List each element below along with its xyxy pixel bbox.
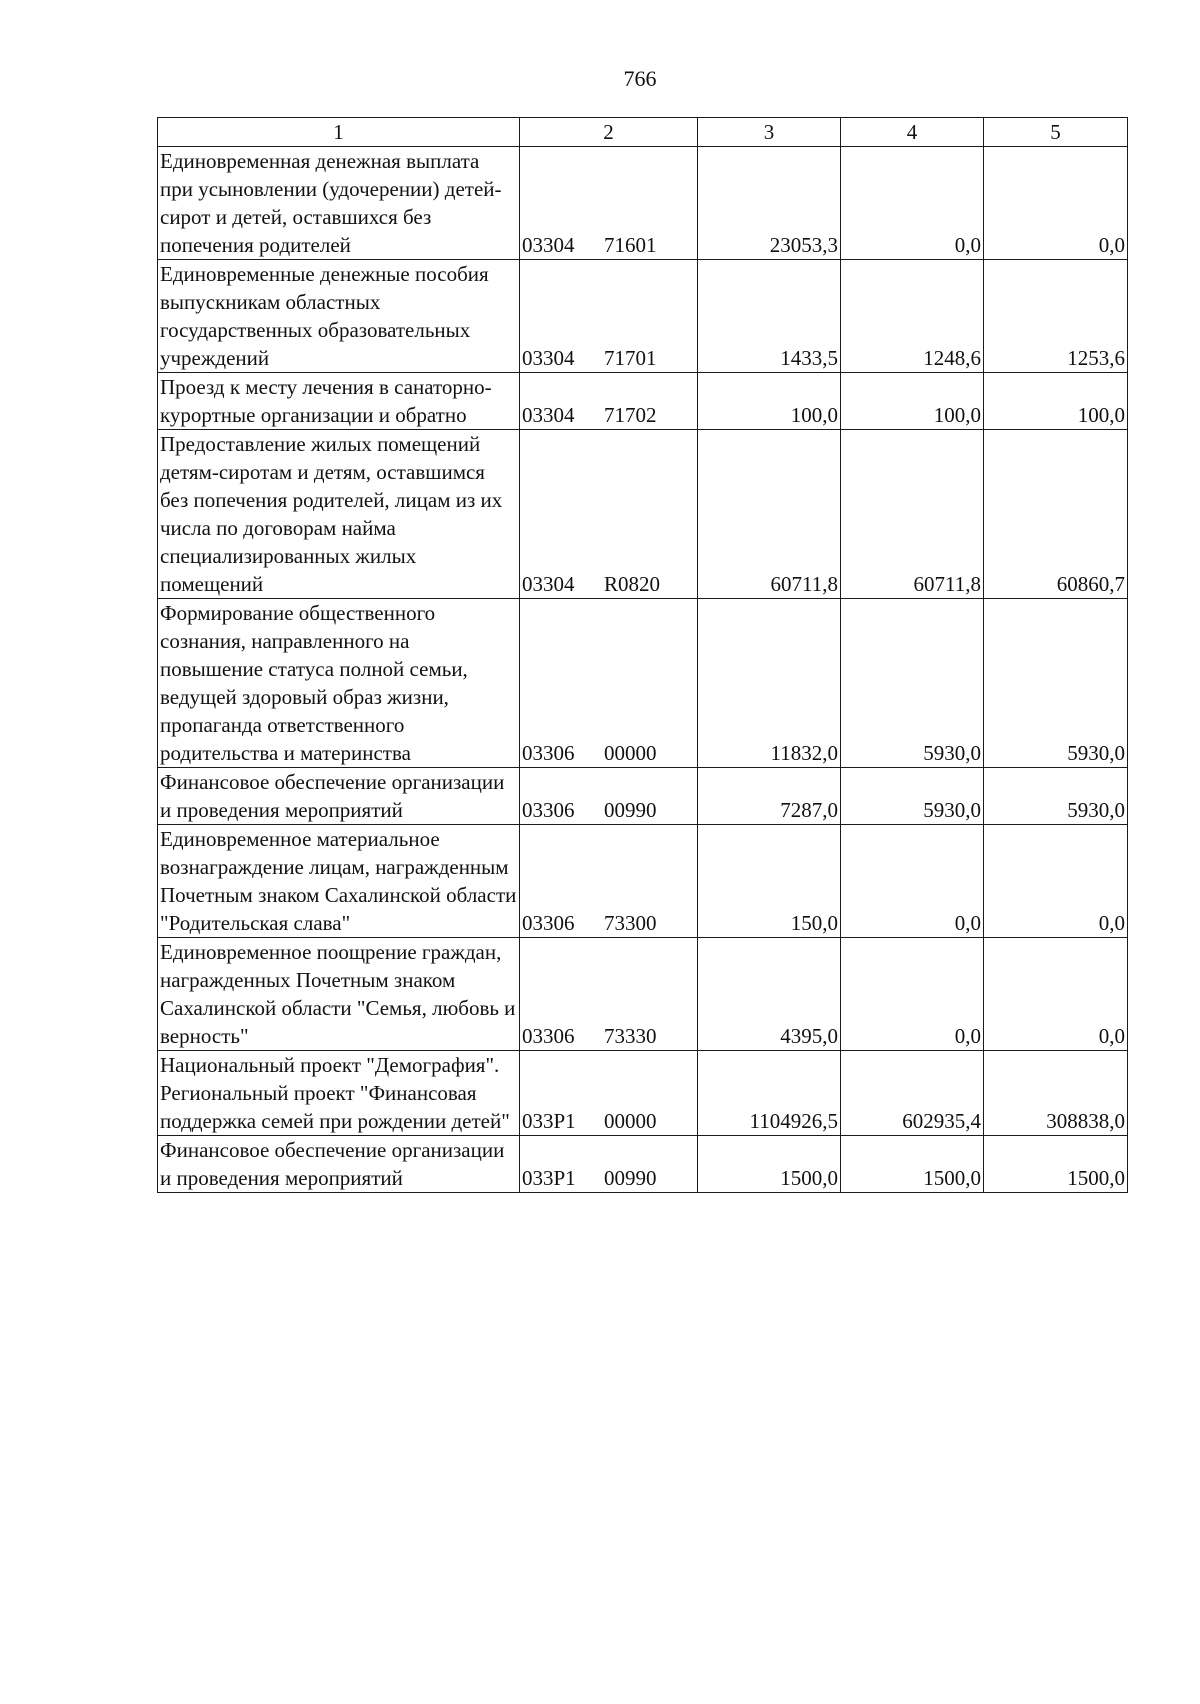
value-col-3: 100,0: [698, 373, 841, 430]
column-header-5: 5: [984, 118, 1128, 147]
code-direction: 71701: [604, 346, 657, 370]
table-row: [158, 1136, 1128, 1193]
row-name: Единовременные денежные пособия выпускникам областных государственных образовательных учреждений: [158, 260, 520, 373]
value-col-5: 1500,0: [984, 1136, 1128, 1193]
value-col-5: 0,0: [984, 938, 1128, 1051]
code-direction: R0820: [604, 572, 661, 596]
code-direction: 73300: [604, 911, 657, 935]
table-row: [158, 599, 1128, 768]
value-col-5: 5930,0: [984, 768, 1128, 825]
table-row: [158, 260, 1128, 373]
row-code: [520, 599, 698, 768]
value-col-5: 60860,7: [984, 430, 1128, 599]
code-direction: 00990: [604, 798, 657, 822]
column-header-2: 2: [520, 118, 698, 147]
code-direction: 00990: [604, 1166, 657, 1190]
value-col-5: 0,0: [984, 825, 1128, 938]
value-col-4: 1500,0: [841, 1136, 984, 1193]
row-code: [520, 938, 698, 1051]
table-row: [158, 938, 1128, 1051]
value-col-4: 100,0: [841, 373, 984, 430]
value-col-3: 60711,8: [698, 430, 841, 599]
row-name: Проезд к месту лечения в санаторно-курортные организации и обратно: [158, 373, 520, 430]
row-name: Финансовое обеспечение организации и проведения мероприятий: [158, 1136, 520, 1193]
value-col-5: 5930,0: [984, 599, 1128, 768]
code-program: 03304: [522, 346, 575, 370]
table-row: [158, 373, 1128, 430]
code-program: 03306: [522, 798, 575, 822]
code-program: 03306: [522, 911, 575, 935]
value-col-4: 5930,0: [841, 768, 984, 825]
row-code: [520, 373, 698, 430]
value-col-4: 602935,4: [841, 1051, 984, 1136]
value-col-4: 0,0: [841, 938, 984, 1051]
value-col-3: 150,0: [698, 825, 841, 938]
code-program: 033P1: [522, 1166, 576, 1190]
value-col-3: 4395,0: [698, 938, 841, 1051]
column-header-1: 1: [158, 118, 520, 147]
code-direction: 00000: [604, 741, 657, 765]
table-row: [158, 147, 1128, 260]
value-col-4: 0,0: [841, 825, 984, 938]
table-row: [158, 825, 1128, 938]
value-col-5: 1253,6: [984, 260, 1128, 373]
row-code: [520, 768, 698, 825]
column-header-3: 3: [698, 118, 841, 147]
row-code: [520, 147, 698, 260]
code-program: 033P1: [522, 1109, 576, 1133]
row-code: [520, 1051, 698, 1136]
row-name: Единовременная денежная выплата при усыновлении (удочерении) детей-сирот и детей, оставшихся без попечения родителей: [158, 147, 520, 260]
value-col-5: 308838,0: [984, 1051, 1128, 1136]
row-name: Предоставление жилых помещений детям-сиротам и детям, оставшимся без попечения родителей, лицам из их числа по договорам найма специализированных жилых помещений: [158, 430, 520, 599]
code-direction: 71601: [604, 233, 657, 257]
value-col-4: 1248,6: [841, 260, 984, 373]
value-col-3: 1433,5: [698, 260, 841, 373]
budget-table: [157, 117, 1128, 1193]
row-name: Национальный проект "Демография". Региональный проект "Финансовая поддержка семей при рождении детей": [158, 1051, 520, 1136]
page-number: 766: [623, 66, 657, 91]
value-col-3: 11832,0: [698, 599, 841, 768]
value-col-3: 7287,0: [698, 768, 841, 825]
code-program: 03306: [522, 1024, 575, 1048]
value-col-4: 60711,8: [841, 430, 984, 599]
table-row: [158, 1051, 1128, 1136]
column-header-4: 4: [841, 118, 984, 147]
row-name: Единовременное поощрение граждан, награжденных Почетным знаком Сахалинской области "Семья, любовь и верность": [158, 938, 520, 1051]
row-name: Финансовое обеспечение организации и проведения мероприятий: [158, 768, 520, 825]
code-program: 03304: [522, 572, 575, 596]
table-row: [158, 430, 1128, 599]
row-name: Формирование общественного сознания, направленного на повышение статуса полной семьи, ведущей здоровый образ жизни, пропаганда ответственного родительства и материнства: [158, 599, 520, 768]
value-col-3: 23053,3: [698, 147, 841, 260]
code-direction: 73330: [604, 1024, 657, 1048]
row-code: [520, 1136, 698, 1193]
value-col-5: 100,0: [984, 373, 1128, 430]
table-row: [158, 768, 1128, 825]
row-name: Единовременное материальное вознаграждение лицам, награжденным Почетным знаком Сахалинской области "Родительская слава": [158, 825, 520, 938]
value-col-5: 0,0: [984, 147, 1128, 260]
row-code: [520, 825, 698, 938]
code-direction: 00000: [604, 1109, 657, 1133]
code-program: 03304: [522, 403, 575, 427]
code-direction: 71702: [604, 403, 657, 427]
row-code: [520, 260, 698, 373]
table-header-row: [158, 118, 1128, 147]
value-col-3: 1104926,5: [698, 1051, 841, 1136]
value-col-4: 5930,0: [841, 599, 984, 768]
code-program: 03304: [522, 233, 575, 257]
code-program: 03306: [522, 741, 575, 765]
value-col-4: 0,0: [841, 147, 984, 260]
value-col-3: 1500,0: [698, 1136, 841, 1193]
row-code: [520, 430, 698, 599]
